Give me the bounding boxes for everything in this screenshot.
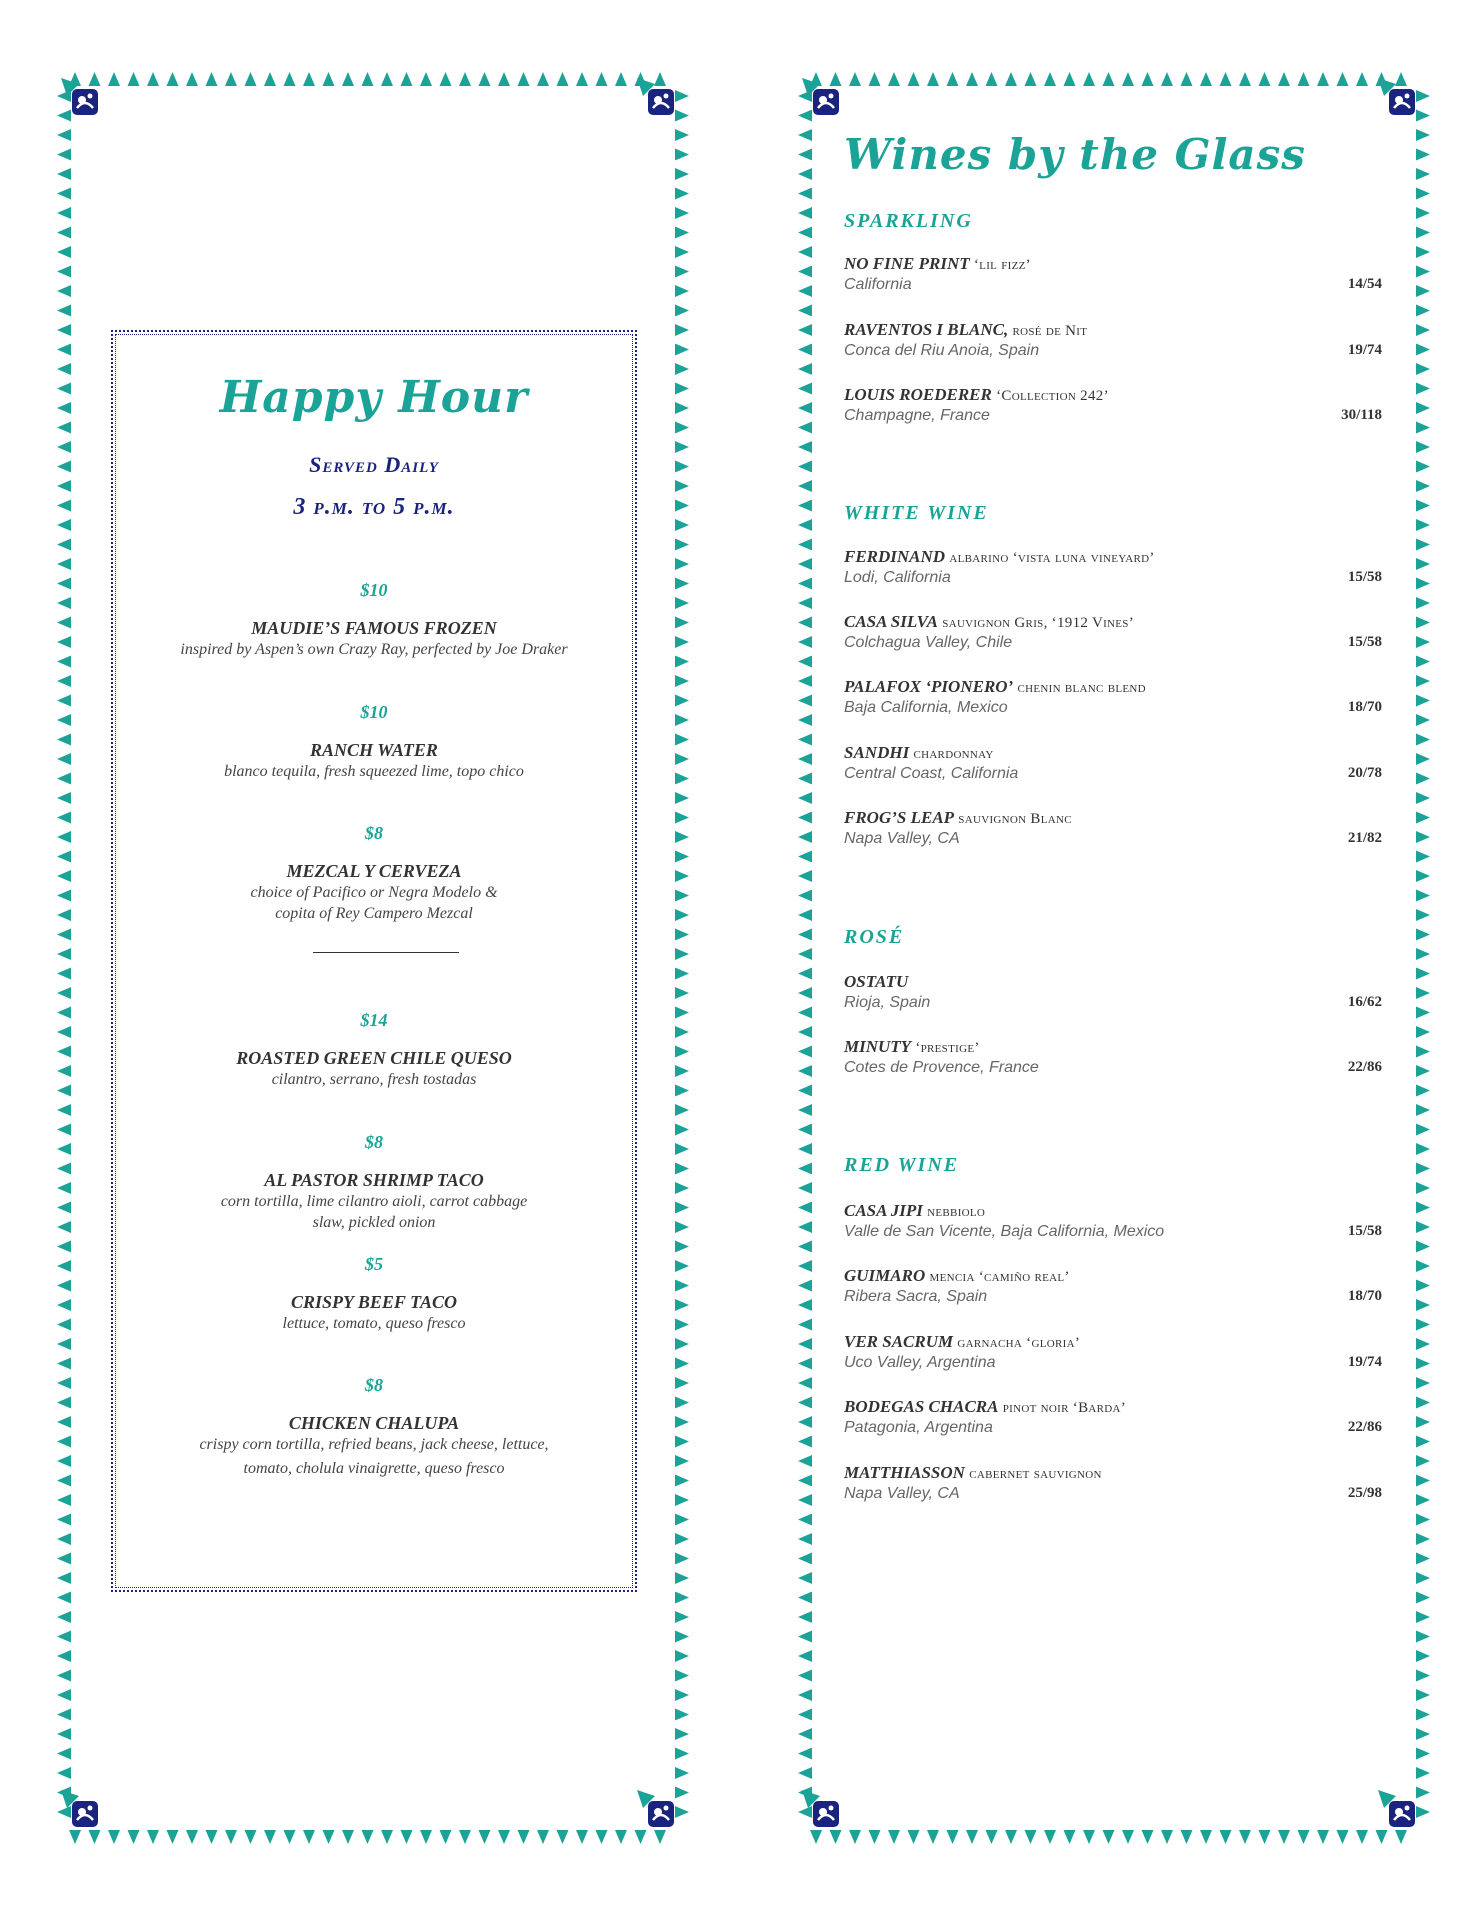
wine-price: 20/78 [1347, 765, 1382, 781]
wine-region: California [844, 276, 912, 293]
wine-item [844, 972, 1382, 1016]
item-description: corn tortilla, lime cilantro aioli, carrot cabbage [220, 1193, 528, 1210]
item-price: $10 [360, 702, 388, 722]
wine-region: Patagonia, Argentina [844, 1419, 993, 1436]
wine-price: 30/118 [1341, 407, 1382, 423]
wine-region: Rioja, Spain [844, 994, 931, 1011]
happy-hour-panel [45, 60, 701, 1856]
wine-item [844, 320, 1382, 364]
served-daily: Served Daily [309, 452, 439, 477]
item-price: $14 [360, 1010, 388, 1030]
wine-producer: CASA JIPI [844, 1201, 923, 1220]
item-description: tomato, cholula vinaigrette, queso fresco [243, 1460, 505, 1477]
divider [313, 952, 459, 953]
wine-price: 15/58 [1347, 634, 1382, 650]
wine-detail: garnacha ‘gloria’ [957, 1335, 1081, 1351]
item-price: $10 [360, 580, 388, 600]
wine-producer: PALAFOX ‘PIONERO’ [844, 677, 1014, 696]
wine-item [844, 254, 1382, 298]
wine-region: Valle de San Vicente, Baja California, Mexico [844, 1223, 1165, 1240]
wine-producer: OSTATU [844, 972, 909, 991]
wine-detail: sauvignon Gris, ‘1912 Vines’ [942, 615, 1135, 631]
wine-item [844, 547, 1382, 591]
wine-detail: pinot noir ‘Barda’ [1002, 1400, 1127, 1416]
wine-region: Champagne, France [844, 407, 990, 424]
wine-item [844, 1463, 1382, 1507]
wines-title: Wines by the Glass [844, 130, 1306, 179]
item-name: RANCH WATER [310, 740, 438, 760]
wine-item [844, 677, 1382, 721]
wine-producer: CASA SILVA [844, 612, 939, 631]
wine-region: Uco Valley, Argentina [844, 1354, 996, 1371]
happy-hour-box [111, 330, 637, 1592]
section-heading: ROSÉ [844, 926, 905, 948]
wine-region: Colchagua Valley, Chile [844, 634, 1013, 651]
wine-price: 15/58 [1347, 569, 1382, 585]
wine-detail: rosé de Nit [1012, 323, 1088, 339]
section-heading: RED WINE [844, 1154, 960, 1176]
wine-region: Ribera Sacra, Spain [844, 1288, 988, 1305]
wine-detail: ‘prestige’ [915, 1040, 980, 1056]
item-description: choice of Pacifico or Negra Modelo & [250, 884, 498, 901]
item-description: blanco tequila, fresh squeezed lime, topo chico [224, 763, 524, 780]
wine-producer: MATTHIASSON [844, 1463, 965, 1482]
item-name: MEZCAL Y CERVEZA [286, 861, 462, 881]
item-description: crispy corn tortilla, refried beans, jack cheese, lettuce, [199, 1436, 549, 1453]
wine-item [844, 743, 1382, 787]
wine-region: Baja California, Mexico [844, 699, 1008, 716]
item-name: MAUDIE’S FAMOUS FROZEN [251, 618, 497, 638]
item-description: inspired by Aspen’s own Crazy Ray, perfected by Joe Draker [180, 641, 568, 658]
wine-detail: albarino ‘vista luna vineyard’ [949, 550, 1155, 566]
wine-region: Napa Valley, CA [844, 830, 960, 847]
wine-detail: sauvignon Blanc [958, 811, 1072, 827]
wine-detail: chenin blanc blend [1017, 680, 1146, 696]
item-description: cilantro, serrano, fresh tostadas [271, 1071, 477, 1088]
wine-producer: NO FINE PRINT [844, 254, 970, 273]
wine-item [844, 612, 1382, 656]
item-price: $8 [365, 1375, 383, 1395]
wine-price: 22/86 [1347, 1059, 1382, 1075]
wine-detail: cabernet sauvignon [969, 1466, 1102, 1482]
wine-price: 16/62 [1347, 994, 1382, 1010]
wine-region: Lodi, California [844, 569, 951, 586]
wine-price: 19/74 [1347, 342, 1382, 358]
wine-price: 18/70 [1347, 1288, 1382, 1304]
wine-item [844, 1332, 1382, 1376]
wine-item [844, 385, 1382, 429]
wine-producer: FROG’S LEAP [844, 808, 955, 827]
item-name: ROASTED GREEN CHILE QUESO [236, 1048, 512, 1068]
item-description: slaw, pickled onion [312, 1214, 436, 1231]
wine-region: Central Coast, California [844, 765, 1019, 782]
item-price: $8 [365, 1132, 383, 1152]
wine-producer: MINUTY [844, 1037, 912, 1056]
item-name: CRISPY BEEF TACO [290, 1292, 458, 1312]
wine-region: Conca del Riu Anoia, Spain [844, 342, 1040, 359]
wine-price: 25/98 [1347, 1485, 1382, 1501]
wine-producer: BODEGAS CHACRA [844, 1397, 999, 1416]
wines-panel [786, 60, 1442, 1856]
wine-item [844, 1397, 1382, 1441]
wine-detail: chardonnay [913, 746, 994, 762]
wine-item [844, 1266, 1382, 1310]
wine-detail: nebbiolo [927, 1204, 986, 1220]
item-description: copita of Rey Campero Mezcal [275, 905, 473, 922]
item-name: CHICKEN CHALUPA [288, 1413, 460, 1433]
wine-price: 22/86 [1347, 1419, 1382, 1435]
wine-item [844, 1201, 1382, 1245]
wine-detail: ‘Collection 242’ [996, 388, 1109, 404]
wine-price: 18/70 [1347, 699, 1382, 715]
wine-producer: VER SACRUM [844, 1332, 954, 1351]
item-name: AL PASTOR SHRIMP TACO [264, 1170, 484, 1190]
wine-producer: LOUIS ROEDERER [844, 385, 992, 404]
wine-producer: GUIMARO [844, 1266, 926, 1285]
wine-detail: mencia ‘camiño real’ [929, 1269, 1070, 1285]
item-price: $8 [365, 823, 383, 843]
wine-price: 19/74 [1347, 1354, 1382, 1370]
wine-price: 21/82 [1347, 830, 1382, 846]
happy-hour-title: Happy Hour [219, 372, 529, 423]
happy-hour-time: 3 p.m. to 5 p.m. [293, 494, 455, 520]
wine-price: 15/58 [1347, 1223, 1382, 1239]
section-heading: WHITE WINE [844, 502, 989, 524]
item-description: lettuce, tomato, queso fresco [282, 1315, 466, 1332]
section-heading: SPARKLING [844, 210, 973, 232]
wine-item [844, 1037, 1382, 1081]
wine-producer: FERDINAND [844, 547, 946, 566]
wine-item [844, 808, 1382, 852]
wine-producer: RAVENTOS I BLANC, [844, 320, 1009, 339]
wine-price: 14/54 [1347, 276, 1382, 292]
wine-detail: ‘lil fizz’ [973, 257, 1031, 273]
wine-producer: SANDHI [844, 743, 910, 762]
item-price: $5 [365, 1254, 383, 1274]
wine-region: Napa Valley, CA [844, 1485, 960, 1502]
wine-region: Cotes de Provence, France [844, 1059, 1039, 1076]
